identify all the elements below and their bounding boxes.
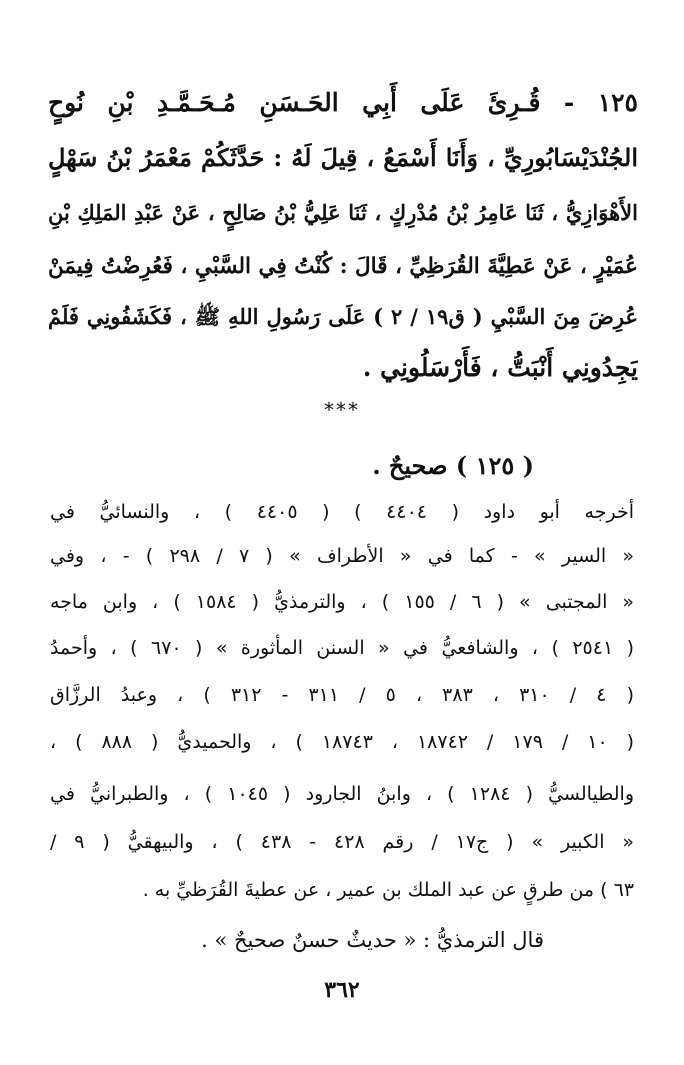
hadith-line-1: ١٢٥ - قُـرِئَ عَلَى أَبِي الحَـسَنِ مُـحَـمَّـدِ بْنِ نُوحٍ: [48, 88, 638, 117]
hadith-verdict: ( ١٢٥ ) صحيحٌ .: [372, 451, 534, 480]
hadith-line-2: الجُنْدَيْسَابُورِيِّ ، وَأَنَا أَسْمَعُ ، قِيلَ لَهُ : حَدَّثَكُمْ مَعْمَرُ بْنُ سَهْلٍ: [48, 143, 638, 172]
page-number: ٣٦٢: [324, 977, 360, 1003]
takhrij-line-6: ( ١٠ / ١٧٩ / ١٨٧٤٢ ، ١٨٧٤٣ ) ، والحميديُّ ( ٨٨٨ ) ،: [50, 731, 634, 753]
tirmidhi-quote: قال الترمذيُّ : « حديثٌ حسنٌ صحيحٌ » .: [201, 928, 544, 952]
takhrij-line-4: ( ٢٥٤١ ) ، والشافعيُّ في « السنن المأثورة » ( ٦٧٠ ) ، وأحمدُ: [50, 637, 634, 659]
takhrij-line-2: « السير » - كما في « الأطراف » ( ٧ / ٢٩٨ ) - ، وفي: [50, 545, 634, 567]
hadith-line-6: يَجِدُونِي أَنْبَتُّ ، فَأَرْسَلُونِي .: [362, 353, 638, 382]
hadith-line-5: عُرِضَ مِنَ السَّبْيِ ( ق١٩ / ٢ ) عَلَى رَسُولِ اللهِ ﷺ ، فَكَشَفُونِي فَلَمْ: [48, 304, 638, 329]
section-separator: ***: [324, 398, 360, 422]
takhrij-line-8: « الكبير » ( ج١٧ / رقم ٤٢٨ - ٤٣٨ ) ، والبيهقيُّ ( ٩ /: [50, 831, 634, 853]
takhrij-line-7: والطيالسيُّ ( ١٢٨٤ ) ، وابنُ الجارود ( ١٠٤٥ ) ، والطبرانيُّ في: [50, 783, 634, 805]
hadith-line-3: الأَهْوَازِيُّ ، ثَنَا عَامِرُ بْنُ مُدْرِكٍ ، ثَنَا عَلِيُّ بْنُ صَالِحٍ ، عَنْ عَبْدِ المَلِكِ بْنِ: [48, 200, 638, 225]
hadith-line-4: عُمَيْرٍ ، عَنْ عَطِيَّةَ القُرَظِيِّ ، قَالَ : كُنْتُ فِي السَّبْيِ ، فَعُرِضْتُ فِيمَنْ: [48, 254, 638, 279]
takhrij-line-9: ٦٣ ) من طرقٍ عن عبد الملك بن عمير ، عن عطيةَ القُرَظيِّ به .: [142, 879, 634, 901]
takhrij-line-1: أخرجه أبو داود ( ٤٤٠٤ ) ( ٤٤٠٥ ) ، والنسائيُّ في: [50, 501, 634, 523]
takhrij-line-3: « المجتبى » ( ٦ / ١٥٥ ) ، والترمذيُّ ( ١٥٨٤ ) ، وابن ماجه: [50, 591, 634, 613]
takhrij-line-5: ( ٤ / ٣١٠ ، ٣٨٣ ، ٥ / ٣١١ - ٣١٢ ) ، وعبدُ الرزَّاق: [50, 684, 634, 706]
